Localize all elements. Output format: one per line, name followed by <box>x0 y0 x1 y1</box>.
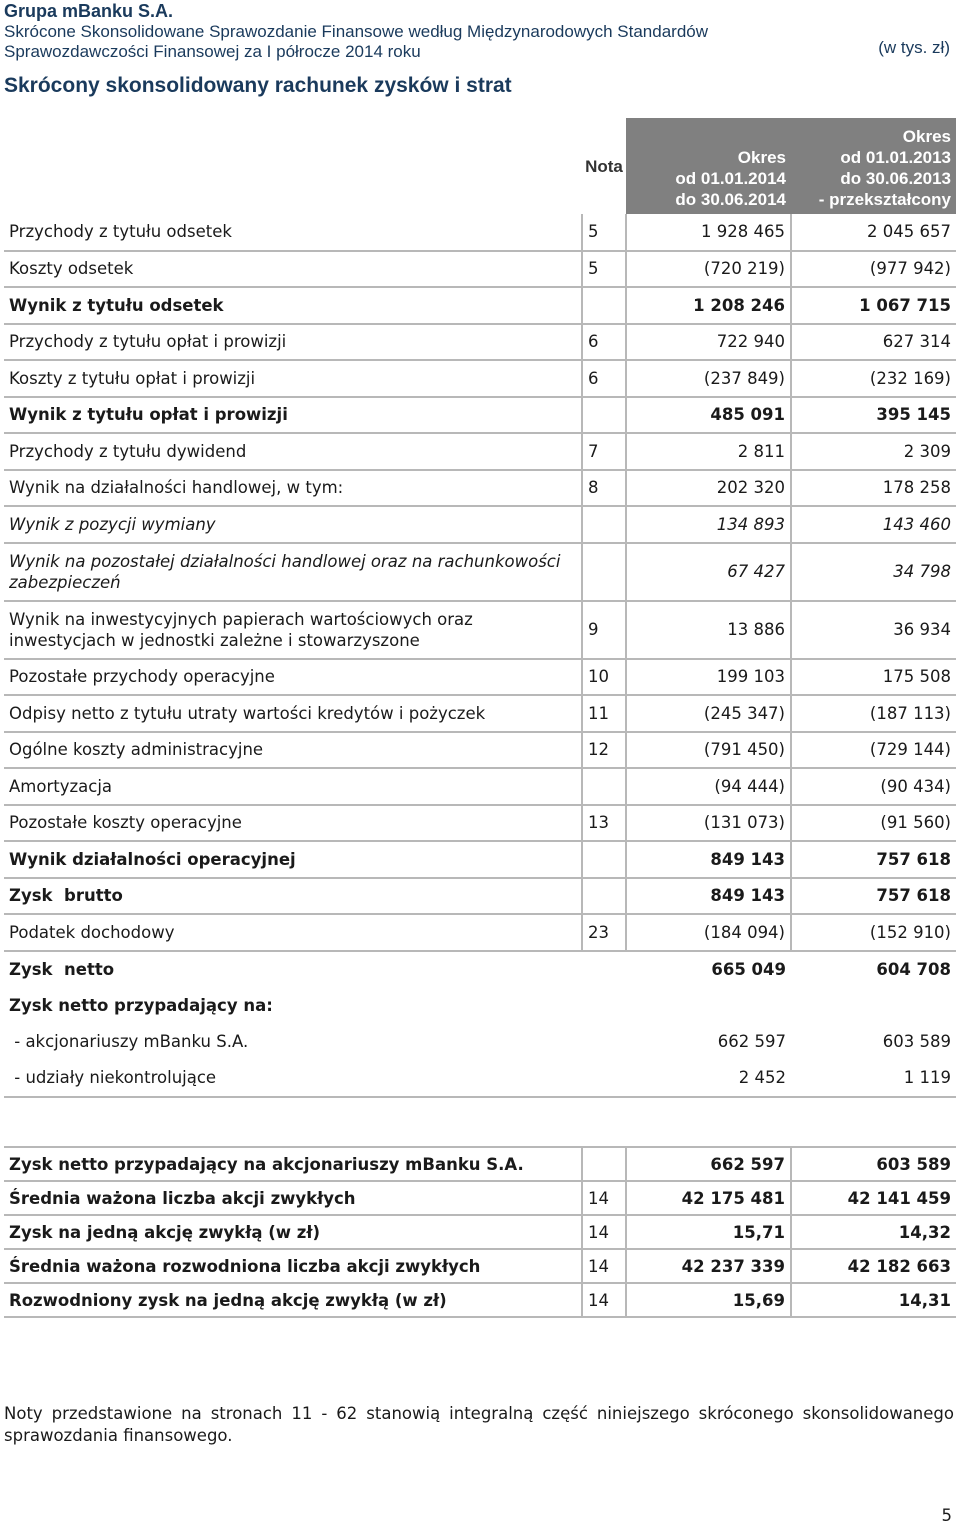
table-row: - udziały niekontrolujące 2 452 1 119 <box>4 1060 956 1097</box>
header-period-2014: Okres od 01.01.2014 do 30.06.2014 <box>626 118 791 214</box>
table-row: Podatek dochodowy 23 (184 094) (152 910) <box>4 914 956 951</box>
currency-unit: (w tys. zł) <box>878 38 950 57</box>
page-title: Skrócony skonsolidowany rachunek zysków i strat <box>4 74 512 97</box>
document-header <box>4 0 956 62</box>
table-row: Wynik na inwestycyjnych papierach wartościowych oraz inwestycjach w jednostki zależne i stowarzyszone 9 13 886 36 934 <box>4 601 956 659</box>
table-header-row <box>4 118 956 214</box>
table-row: Wynik na działalności handlowej, w tym: 8 202 320 178 258 <box>4 470 956 507</box>
table-row: Przychody z tytułu opłat i prowizji 6 722 940 627 314 <box>4 324 956 361</box>
table-row: Pozostałe przychody operacyjne 10 199 103 175 508 <box>4 659 956 696</box>
table-row: Zysk netto 665 049 604 708 <box>9 959 951 979</box>
table-row: Wynik na pozostałej działalności handlowej oraz na rachunkowości zabezpieczeń 67 427 34 798 <box>4 543 956 601</box>
table-row: Wynik z pozycji wymiany 134 893 143 460 <box>4 506 956 543</box>
company-name: Grupa mBanku S.A. <box>4 1 174 21</box>
header-label-cell <box>4 118 582 214</box>
table-row: Amortyzacja (94 444) (90 434) <box>4 768 956 805</box>
table-row: Odpisy netto z tytułu utraty wartości kredytów i pożyczek 11 (245 347) (187 113) <box>4 695 956 732</box>
table-row: Wynik działalności operacyjnej 849 143 757 618 <box>4 841 956 878</box>
footnote: Noty przedstawione na stronach 11 - 62 stanowią integralną część niniejszego skróconego skonsolidowanego sprawozdania finansowego. <box>4 1404 954 1445</box>
report-subtitle-line-1: Skrócone Skonsolidowane Sprawozdanie Finansowe według Międzynarodowych Standardów <box>4 22 709 41</box>
table-row: Przychody z tytułu dywidend 7 2 811 2 309 <box>4 433 956 470</box>
table-row: - akcjonariuszy mBanku S.A. 662 597 603 589 <box>9 1032 951 1052</box>
income-statement-table <box>4 118 956 1098</box>
header-nota: Nota <box>582 118 626 214</box>
table-row: Wynik z tytułu opłat i prowizji 485 091 395 145 <box>4 397 956 434</box>
table-row: Zysk netto przypadający na akcjonariuszy mBanku S.A. 662 597 603 589 <box>4 1147 956 1181</box>
table-row: Rozwodniony zysk na jedną akcję zwykłą (w zł) 14 15,69 14,31 <box>4 1283 956 1317</box>
table-row: Przychody z tytułu odsetek 5 1 928 465 2 045 657 <box>4 214 956 251</box>
table-row: Średnia ważona liczba akcji zwykłych 14 42 175 481 42 141 459 <box>4 1181 956 1215</box>
table-row: Ogólne koszty administracyjne 12 (791 450) (729 144) <box>4 732 956 769</box>
table-row: Zysk brutto 849 143 757 618 <box>4 878 956 915</box>
table-row: Koszty z tytułu opłat i prowizji 6 (237 849) (232 169) <box>4 360 956 397</box>
table-row: Zysk netto przypadający na: <box>9 995 273 1015</box>
header-period-2013: Okres od 01.01.2013 do 30.06.2013 - przekształcony <box>791 118 956 214</box>
table-row: Koszty odsetek 5 (720 219) (977 942) <box>4 251 956 288</box>
report-subtitle-line-2: Sprawozdawczości Finansowej za I półrocze 2014 roku <box>4 42 421 61</box>
page-number: 5 <box>941 1506 952 1525</box>
table-row: Zysk na jedną akcję zwykłą (w zł) 14 15,71 14,32 <box>4 1215 956 1249</box>
table-row: Wynik z tytułu odsetek 1 208 246 1 067 715 <box>4 287 956 324</box>
table-row: Średnia ważona rozwodniona liczba akcji zwykłych 14 42 237 339 42 182 663 <box>4 1249 956 1283</box>
table-row: Pozostałe koszty operacyjne 13 (131 073) (91 560) <box>4 805 956 842</box>
earnings-per-share-table <box>4 1146 956 1318</box>
